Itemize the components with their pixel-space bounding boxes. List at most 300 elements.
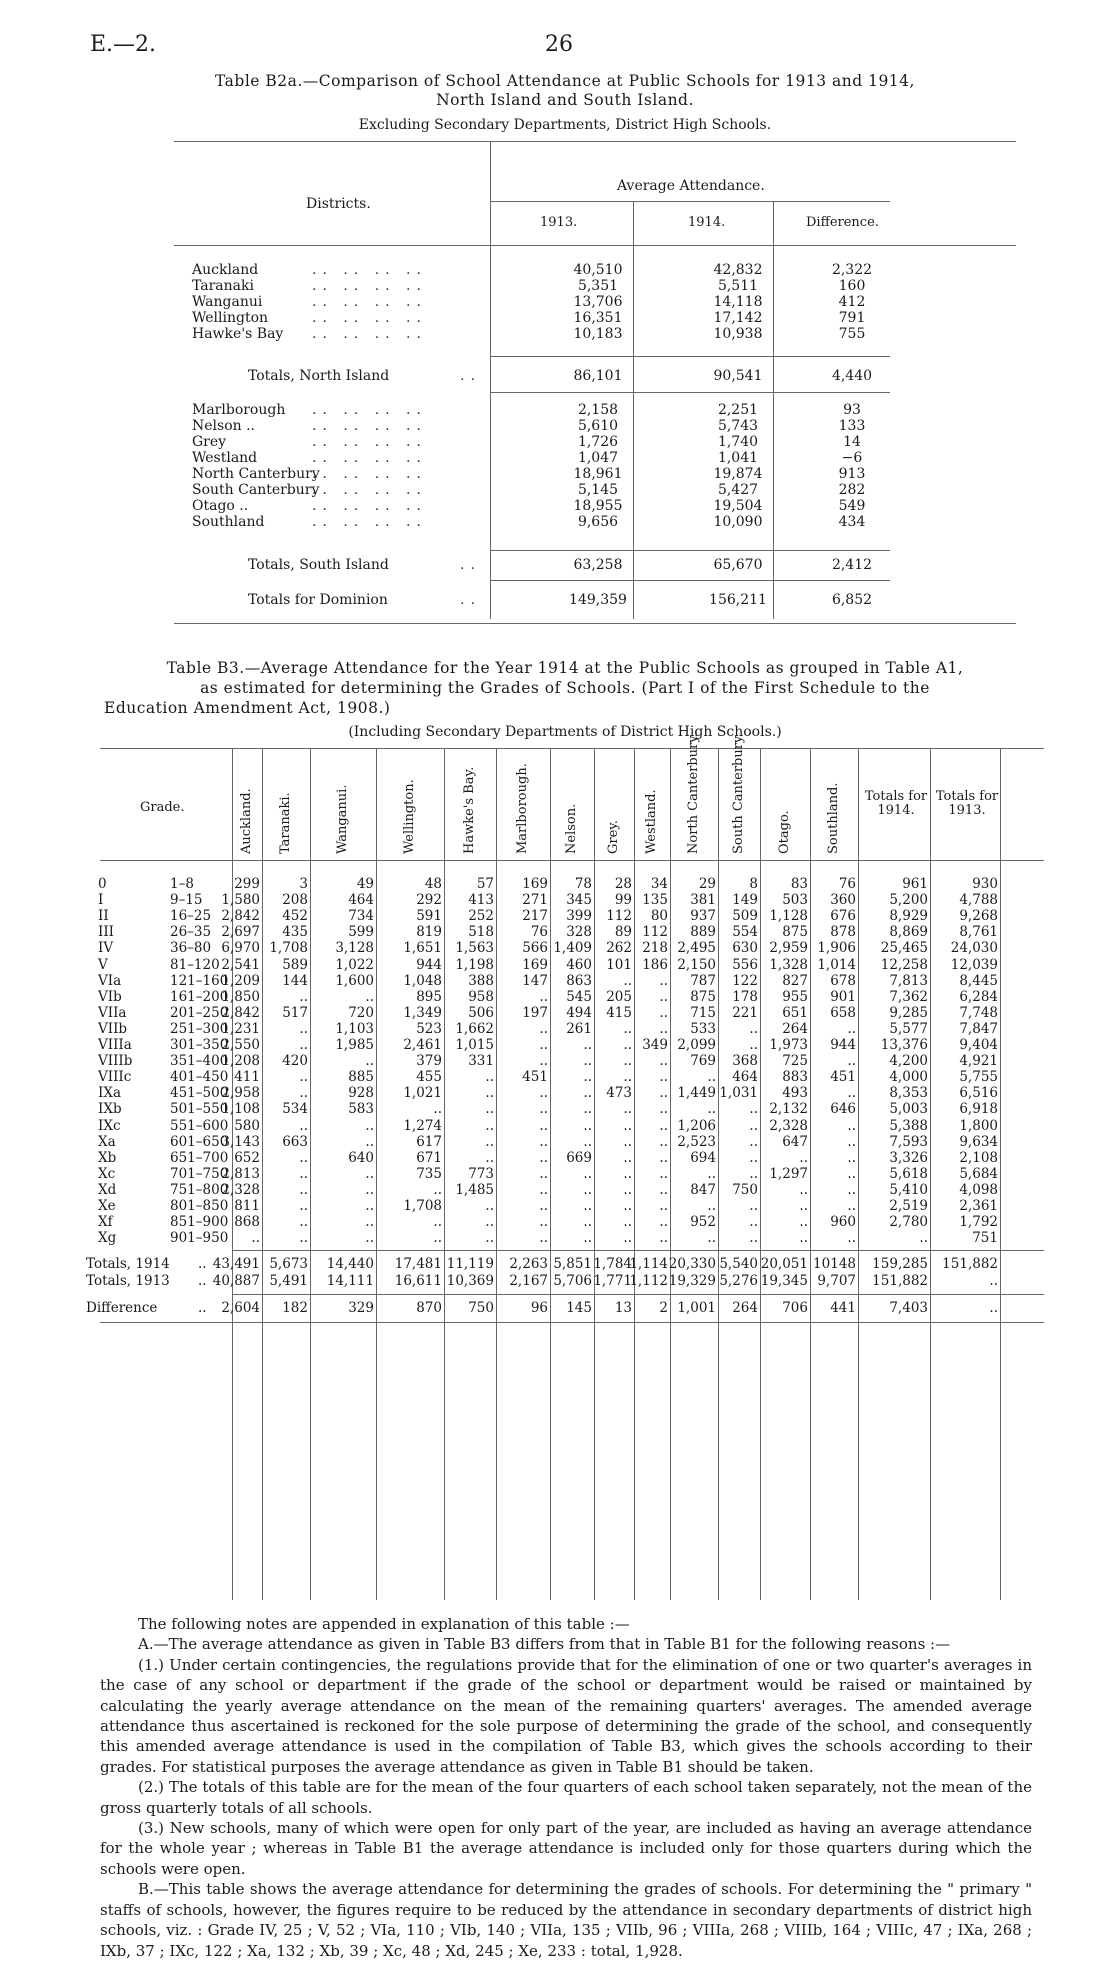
table-b3-cell: 6,918 [959,1101,998,1118]
table-b3-cell: 566 [522,940,548,957]
table-b3-cell: 2,495 [677,940,716,957]
table-b3-cell: 599 [348,924,374,941]
table-b3-cell: 827 [782,972,808,989]
table-b3-subtitle: (Including Secondary Departments of District High Schools.) [348,724,782,740]
table-b3-cell: 1,274 [403,1117,442,1134]
table-b3-bottom-rule [100,1322,1044,1323]
table-b3-cell: .. [847,1085,856,1102]
table-b2a-difference-header: Difference. [806,215,879,230]
table-b3-cell: 14,440 [326,1256,374,1273]
table-b3-cell: .. [659,1149,668,1166]
table-b2a-average-header: Average Attendance. [617,178,765,194]
table-b2a-top-rule [174,141,1016,142]
table-b3-cell: 545 [566,988,592,1005]
table-b3-cell: .. [583,1214,592,1231]
table-b2a-north-total-rule [490,392,890,393]
table-b3-cell: .. [799,1214,808,1231]
table-b3-row: VIIa 201–250 2,842 517 720 1,349 506 197 494 415 .. 715 221 651 658 9,285 7,748 [98,1004,998,1021]
table-b3-cell: .. [749,1101,758,1118]
table-b3-cell: 1,973 [769,1037,808,1053]
table-b2a-districts-header: Districts. [306,196,371,212]
table-b3-cell: .. [989,1273,998,1290]
table-b3-cell: 1,103 [335,1020,374,1037]
table-b3-row: VIIIa 301–350 2,550 .. 1,985 2,461 1,015 .. .. .. 349 2,099 .. 1,973 944 13,376 9,404 [98,1037,998,1053]
table-b3-cell: 411 [234,1069,260,1086]
table-b3-cell: .. [365,1053,374,1070]
table-b3-cell: .. [623,1181,632,1198]
table-b3-cell: 2,519 [889,1198,928,1214]
table-b3-cell: .. [659,1020,668,1037]
table-b3-cell: .. [623,1037,632,1053]
table-b3-cell: 17,481 [394,1256,442,1273]
table-b3-cell: .. [623,1149,632,1166]
table-b3-cell: 1,297 [769,1165,808,1182]
table-b3-cell: 1,485 [455,1181,494,1198]
table-b3-cell: 669 [566,1149,592,1166]
table-b3-col-header: Westland. [644,789,659,854]
table-b3-cell: .. [749,1165,758,1182]
table-b3-cell: .. [299,1020,308,1037]
table-b3-cell: 1,001 [677,1300,716,1317]
table-b3-cell: .. [485,1133,494,1150]
table-b2a-row: Taranaki .. .. .. .. 5,351 5,511 160 [192,278,866,294]
table-b3-cell: 460 [566,956,592,973]
table-b3-cell: 591 [416,908,442,925]
table-b3-row: V 81–120 2,541 589 1,022 944 1,198 169 460 101 186 2,150 556 1,328 1,014 12,258 12,039 [98,956,998,973]
table-b3-cell: 517 [282,1004,308,1021]
table-b3-cell: .. [659,972,668,989]
table-b3-cell: 2,263 [509,1256,548,1273]
table-b2a-title-line2: North Island and South Island. [436,91,694,109]
table-b3-cell: 1,409 [553,940,592,957]
table-b3-cell: 2 [659,1300,668,1317]
table-b3-cell: 20,051 [760,1256,808,1273]
table-b3-cell: .. [799,1149,808,1166]
table-b3-cell: .. [299,1214,308,1231]
table-b3-cell: 1,800 [959,1117,998,1134]
table-b3-col-header: Wellington. [402,779,417,854]
table-b3-cell: 952 [690,1214,716,1231]
table-b3-cell: 2,099 [677,1037,716,1053]
table-b2a-south-sum-rule [490,550,890,551]
table-b3-cell: 2,150 [677,956,716,973]
table-b3-cell: 523 [416,1020,442,1037]
table-b3-row: III 26–35 2,697 435 599 819 518 76 328 89 112 889 554 875 878 8,869 8,761 [98,924,998,941]
table-b3-cell: 863 [566,972,592,989]
table-b3-cell: 676 [830,908,856,925]
table-b3-cell: 4,000 [889,1069,928,1086]
table-b3-cell: .. [847,1230,856,1247]
table-b3-cell: 379 [416,1053,442,1070]
table-b3-cell: 4,788 [959,892,998,909]
table-b3-cell: .. [847,1133,856,1150]
table-b3-cell: 8,445 [959,972,998,989]
table-b3-cell: .. [299,1037,308,1053]
table-b3-cell: 2,697 [221,924,260,941]
table-b2a-north-sum-rule [490,356,890,357]
table-b3-cell: 1,108 [221,1101,260,1118]
table-b3-cell: 388 [468,972,494,989]
table-b3-cell: .. [749,1020,758,1037]
table-b3-cell: .. [299,1069,308,1086]
table-b3-cell: 819 [416,924,442,941]
table-b3-cell: 663 [282,1133,308,1150]
table-b3-cell: 930 [972,876,998,892]
table-b3-cell: 9,707 [817,1273,856,1290]
table-b3-cell: 169 [522,876,548,892]
table-b3-row: Xf 851–900 868 .. .. .. .. .. .. .. .. 952 .. .. 960 2,780 1,792 [98,1214,998,1231]
table-b3-cell: .. [659,1214,668,1231]
table-b3-cell: .. [485,1214,494,1231]
table-b2a-row: Hawke's Bay .. .. .. .. 10,183 10,938 755 [192,326,866,342]
table-b3-cell: 441 [830,1300,856,1317]
table-b3-cell: .. [749,1198,758,1214]
notes-intro: The following notes are appended in explanation of this table :— [138,1615,630,1633]
table-b3-cell: 28 [614,876,632,892]
notes-b: B.—This table shows the average attendance for determining the grades of schools. For determining the " primary " staffs of schools, however, the figures require to be reduced by the attendance in secondary departments of district high schools, viz. : Grade IV, 25 ; V, 52 ; VIa, 110 ; VIb, 140 ; VIIa, 135 ; VIIb, 96 ; VIIIa, 268 ; VIIIb, 164 ; VIIIc, 47 ; IXa, 268 ; IXb, 37 ; IXc, 122 ; Xa, 132 ; Xb, 39 ; Xc, 48 ; Xd, 245 ; Xe, 233 : total, 1,928. [100,1880,1032,1960]
table-b3-cell: 4,098 [959,1181,998,1198]
table-b3-cell: 48 [424,876,442,892]
table-b3-cell: 76 [838,876,856,892]
table-b3-cell: .. [623,1230,632,1247]
table-b3-cell: 169 [522,956,548,973]
table-b3-cell: 464 [348,892,374,909]
table-b3-cell: 2,959 [769,940,808,957]
table-b3-cell: 24,030 [950,940,998,957]
table-b3-cell: .. [623,1069,632,1086]
table-b3-cell: 1,906 [817,940,856,957]
table-b3-cell: .. [539,1181,548,1198]
table-b3-cell: .. [583,1181,592,1198]
table-b3-col-header: Taranaki. [278,792,293,854]
table-b3-cell: .. [799,1230,808,1247]
table-b3-row: I 9–15 1,580 208 464 292 413 271 345 99 135 381 149 503 360 5,200 4,788 [98,892,998,909]
table-b3-cell: 878 [830,924,856,941]
table-b3-cell: 271 [522,892,548,909]
table-b3-cell: 264 [732,1300,758,1317]
table-b3-cell: 217 [522,908,548,925]
table-b3-cell: .. [583,1085,592,1102]
table-b3-cell: .. [485,1117,494,1134]
table-b3-cell: 368 [732,1053,758,1070]
table-b3-cell: 5,388 [889,1117,928,1134]
table-b3-row: Xg 901–950 .. .. .. .. .. .. .. .. .. .. .. .. .. .. 751 [98,1230,998,1247]
table-b3-difference-rule [232,1294,1044,1295]
table-b3-row: IXc 551–600 580 .. .. 1,274 .. .. .. .. .. 1,206 .. 2,328 .. 5,388 1,800 [98,1117,998,1134]
table-b3-sum-rule [232,1250,1044,1251]
table-b3-cell: .. [539,1198,548,1214]
table-b2a-row: Marlborough .. .. .. .. 2,158 2,251 93 [192,402,861,418]
table-b3-cell: 43,491 [212,1256,260,1273]
table-b3-cell: .. [623,1165,632,1182]
table-b3-cell: 617 [416,1133,442,1150]
table-b3-cell: 345 [566,892,592,909]
table-b3-cell: .. [749,1117,758,1134]
table-b3-cell: .. [659,988,668,1005]
table-b3-cell: .. [623,1117,632,1134]
table-b2a-row: Southland .. .. .. .. 9,656 10,090 434 [192,514,866,530]
table-b3-cell: 5,618 [889,1165,928,1182]
table-b3-cell: 381 [690,892,716,909]
table-b3-cell: .. [707,1230,716,1247]
table-b3-cell: .. [799,1198,808,1214]
table-b3-row: 0 1–8 299 3 49 48 57 169 78 28 34 29 8 83 76 961 930 [98,876,998,892]
table-b3-cell: .. [583,1198,592,1214]
table-b3-cell: 182 [282,1300,308,1317]
notes-1: (1.) Under certain contingencies, the regulations provide that for the elimination of one or two quarter's averages in the case of any school or department if the grade of the school or department would be raised or maintained by calculating the yearly average attendance on the mean of the remaining quarters' averages. The amended average attendance thus ascertained is reckoned for the sole purpose of determining the grade of the school, and consequently this amended average attendance is used in the compilation of Table B3, which gives the schools according to their grades. For statistical purposes the average attendance as given in Table B1 should be taken. [100,1655,1032,1776]
table-b3-cell: .. [539,1214,548,1231]
notes-3: (3.) New schools, many of which were open for only part of the year, are included as having an average attendance for the whole year ; whereas in Table B1 the average attendance is included only for those quarters during which the schools were open. [100,1819,1032,1878]
table-b3-cell: 658 [830,1004,856,1021]
table-b3-cell: 1,580 [221,892,260,909]
table-b3-cell: .. [365,1181,374,1198]
table-b3-col-header: Totals for 1914. [864,789,928,818]
table-b3-cell: .. [847,1181,856,1198]
table-b3-cell: .. [365,1165,374,1182]
table-b3-cell: 725 [782,1053,808,1070]
table-b3-col-header: Otago. [777,810,792,854]
table-b3-cell: 1,563 [455,940,494,957]
table-b3-col-header: Southland. [826,782,841,854]
table-b2a-row: Wanganui .. .. .. .. 13,706 14,118 412 [192,294,866,310]
table-b3-cell: .. [433,1230,442,1247]
table-b3-cell: 399 [566,908,592,925]
table-b3-cell: .. [539,1149,548,1166]
table-b3-cell: 451 [830,1069,856,1086]
table-b2a-south-total-rule [490,580,890,581]
table-b3-cell: 1,198 [455,956,494,973]
table-b3-row: VIIIb 351–400 1,208 420 .. 379 331 .. .. .. .. 769 368 725 .. 4,200 4,921 [98,1053,998,1070]
table-b3-cell: 870 [416,1300,442,1317]
table-b3-cell: 9,404 [959,1037,998,1053]
table-b3-totals-1913: Totals, 1913 .. 40,887 5,491 14,111 16,611 10,369 2,167 5,706 1,771 1,112 19,329 5,276 19,345 9,707 151,882 .. [86,1273,998,1290]
table-b3-cell: 208 [282,892,308,909]
table-b3-cell: 4,921 [959,1053,998,1070]
table-b3-cell: 452 [282,908,308,925]
table-b3-cell: 2,842 [221,1004,260,1021]
table-b3-cell: 1,850 [221,988,260,1005]
table-b3-cell: 647 [782,1133,808,1150]
table-b3-col-header: South Canterbury. [731,733,746,854]
notes-a: A.—The average attendance as given in Table B3 differs from that in Table B1 for the following reasons :— [138,1635,951,1654]
table-b3-cell: 2,132 [769,1101,808,1118]
table-b3-cell: .. [299,1149,308,1166]
table-b3-cell: .. [583,1069,592,1086]
table-b3-cell: 2,328 [221,1181,260,1198]
table-b3-row: VIIIc 401–450 411 .. 885 455 .. 451 .. .. .. .. 464 883 451 4,000 5,755 [98,1069,998,1086]
table-b3-cell: 99 [614,892,632,909]
table-b3-cell: 80 [650,908,668,925]
table-b3-cell: 734 [348,908,374,925]
table-b3-cell: 435 [282,924,308,941]
table-b3-cell: 2,550 [221,1037,260,1053]
table-b3-cell: 1,206 [677,1117,716,1134]
table-b3-cell: 1,014 [817,956,856,973]
table-b3-cell: 769 [690,1053,716,1070]
table-b3-row: Xe 801–850 811 .. .. 1,708 .. .. .. .. .. .. .. .. .. 2,519 2,361 [98,1198,998,1214]
table-b3-cell: .. [659,1133,668,1150]
table-b3-cell: 159,285 [872,1256,928,1273]
table-b3-cell: 580 [234,1117,260,1134]
table-b3-cell: .. [365,1198,374,1214]
table-b3-cell: 5,706 [553,1273,592,1290]
table-b3-cell: 413 [468,892,494,909]
table-b3-cell: .. [749,1230,758,1247]
table-b3-cell: .. [583,1165,592,1182]
table-b3-cell: 958 [468,988,494,1005]
table-b2a-subheader-rule [490,201,890,202]
table-b3-cell: .. [433,1101,442,1118]
table-b3-cell: 875 [690,988,716,1005]
table-b3-col-header: Grey. [606,819,621,854]
table-b3-cell: 883 [782,1069,808,1086]
table-b3-cell: 349 [642,1037,668,1053]
table-b2a-row: Wellington .. .. .. .. 16,351 17,142 791 [192,310,866,326]
table-b3-cell: 1,231 [221,1020,260,1037]
table-b3-cell: .. [707,1198,716,1214]
table-b3-cell: 960 [830,1214,856,1231]
table-b3-cell: 518 [468,924,494,941]
table-b3-cell: 151,882 [942,1256,998,1273]
table-b3-cell: 34 [650,876,668,892]
table-b3-cell: 9,268 [959,908,998,925]
table-b3-cell: 720 [348,1004,374,1021]
table-b3-cell: 149 [732,892,758,909]
table-b3-cell: 6,970 [221,940,260,957]
table-b3-cell: 12,258 [880,956,928,973]
table-b3-cell: .. [251,1230,260,1247]
table-b3-cell: 1,349 [403,1004,442,1021]
table-b3-cell: 1,208 [221,1053,260,1070]
table-b3-cell: 473 [606,1085,632,1102]
table-b3-cell: .. [485,1198,494,1214]
table-b3-cell: 2,167 [509,1273,548,1290]
table-b3-cell: 750 [732,1181,758,1198]
table-b3-cell: 1,708 [269,940,308,957]
table-b3-cell: .. [539,988,548,1005]
table-b3-cell: 8,929 [889,908,928,925]
table-b3-cell: .. [299,1085,308,1102]
table-b3-cell: 556 [732,956,758,973]
table-b3-cell: 630 [732,940,758,957]
table-b3-cell: 25,465 [880,940,928,957]
table-b3-cell: 2,361 [959,1198,998,1214]
table-b3-cell: .. [485,1230,494,1247]
table-b3-cell: 2,958 [221,1085,260,1102]
document-reference: E.—2. [90,32,157,57]
table-b3-cell: 944 [416,956,442,973]
table-b3-cell: 706 [782,1300,808,1317]
table-b3-cell: .. [539,1101,548,1118]
table-b3-cell: 360 [830,892,856,909]
table-b3-cell: .. [847,1053,856,1070]
table-b3-cell: .. [539,1165,548,1182]
table-b3-row: Xc 701–750 2,813 .. .. 735 773 .. .. .. .. .. .. 1,297 .. 5,618 5,684 [98,1165,998,1182]
table-b3-header-rule [100,860,1044,861]
table-b3-cell: 5,410 [889,1181,928,1198]
table-b3-cell: .. [539,1117,548,1134]
table-b3-cell: 9,285 [889,1004,928,1021]
table-b3-cell: .. [485,1069,494,1086]
table-b3-col-header: Totals for 1913. [935,789,999,818]
table-b3-cell: 589 [282,956,308,973]
table-b2a-row: Otago .. .. .. .. .. 18,955 19,504 549 [192,498,866,514]
table-b3-cell: .. [365,988,374,1005]
table-b3-cell: .. [583,1133,592,1150]
table-b3-row: VIIb 251–300 1,231 .. 1,103 523 1,662 .. 261 .. .. 533 .. 264 .. 5,577 7,847 [98,1020,998,1037]
table-b3-cell: .. [623,972,632,989]
table-b3-cell: .. [659,1117,668,1134]
table-b3-cell: 3 [299,876,308,892]
table-b2a-header-rule [174,245,1016,246]
table-b3-cell: 19,329 [668,1273,716,1290]
table-b3-cell: 773 [468,1165,494,1182]
table-b3-cell: 652 [234,1149,260,1166]
table-b3-cell: 715 [690,1004,716,1021]
table-b3-col-header: Wanganui. [335,784,350,854]
table-b3-cell: 509 [732,908,758,925]
table-b3-cell: .. [299,1117,308,1134]
table-b3-cell: .. [847,1149,856,1166]
table-b3-row: IXb 501–550 1,108 534 583 .. .. .. .. .. .. .. .. 2,132 646 5,003 6,918 [98,1101,998,1118]
table-b3-cell: 533 [690,1020,716,1037]
page-number: 26 [545,32,573,57]
table-b3-cell: 554 [732,924,758,941]
table-b3-cell: 14,111 [326,1273,374,1290]
table-b3-cell: .. [623,1053,632,1070]
table-b3-cell: 895 [416,988,442,1005]
table-b3-cell: 6,284 [959,988,998,1005]
table-b3-cell: .. [583,1101,592,1118]
table-b3-row: VIa 121–160 1,209 144 1,600 1,048 388 147 863 .. .. 787 122 827 678 7,813 8,445 [98,972,998,989]
table-b3-cell: .. [749,1149,758,1166]
table-b3-cell: .. [583,1037,592,1053]
table-b3-cell: .. [707,1069,716,1086]
table-b3-top-rule [100,748,1044,749]
table-b3-cell: .. [707,1101,716,1118]
table-b3-cell: 252 [468,908,494,925]
table-b3-row: II 16–25 2,842 452 734 591 252 217 399 112 80 937 509 1,128 676 8,929 9,268 [98,908,998,925]
table-b3-cell: 49 [356,876,374,892]
table-b3-title-line1: Table B3.—Average Attendance for the Year 1914 at the Public Schools as grouped in Table A1, [166,659,964,677]
table-b3-cell: .. [365,1117,374,1134]
table-b3-cell: 78 [574,876,592,892]
table-b3-cell: .. [659,1230,668,1247]
table-b3-cell: 6,516 [959,1085,998,1102]
table-b3-cell: 2,328 [769,1117,808,1134]
table-b3-cell: .. [659,1004,668,1021]
table-b3-cell: .. [485,1085,494,1102]
table-b3-cell: .. [749,1037,758,1053]
table-b3-cell: .. [539,1053,548,1070]
table-b3-cell: 5,200 [889,892,928,909]
table-b2a-1914-header: 1914. [688,215,726,230]
table-b2a-row: Nelson .. .. .. .. .. 5,610 5,743 133 [192,418,866,434]
table-b3-cell: 2,541 [221,956,260,973]
table-b3-cell: 292 [416,892,442,909]
table-b2a-total-north: Totals, North Island .. 86,101 90,541 4,440 [248,368,873,384]
table-b3-cell: 186 [642,956,668,973]
table-b3-cell: 83 [790,876,808,892]
table-b3-grade-header: Grade. [140,800,185,815]
table-b3-cell: 455 [416,1069,442,1086]
table-b3-cell: 2,813 [221,1165,260,1182]
table-b3-cell: 57 [476,876,494,892]
table-b3-cell: 1,662 [455,1020,494,1037]
table-b3-cell: .. [623,1101,632,1118]
table-b3-cell: 5,540 [719,1256,758,1273]
table-b3-cell: 751 [972,1230,998,1247]
